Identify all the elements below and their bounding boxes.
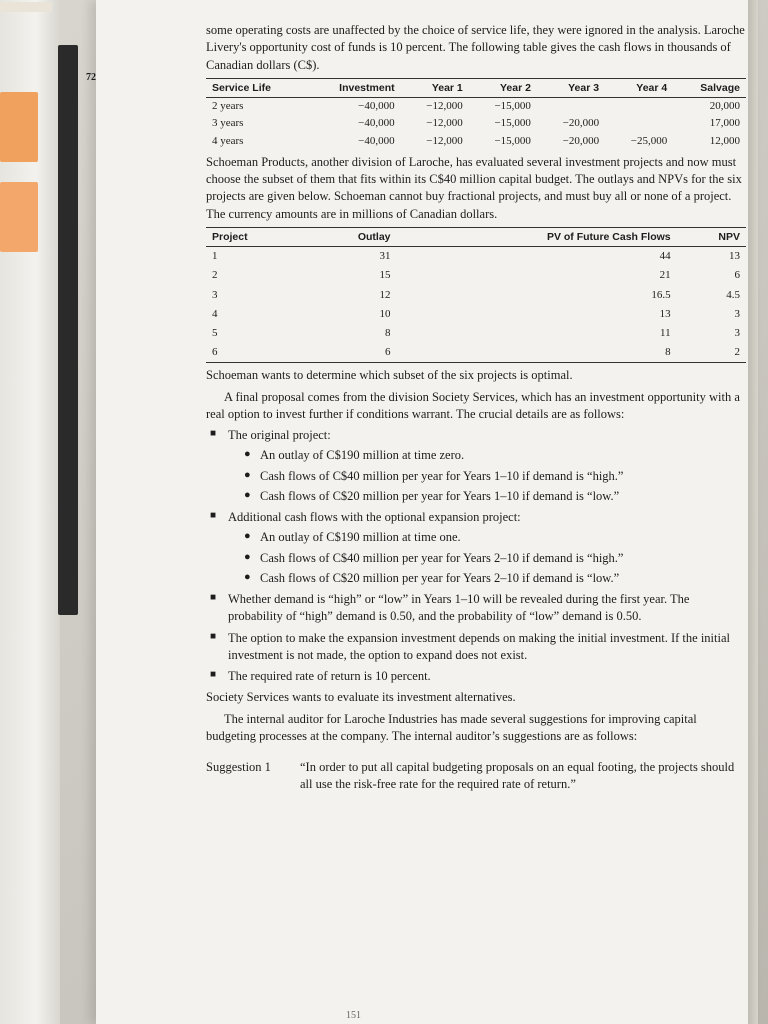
- original-project-sublist: [228, 447, 746, 505]
- header-investment: Investment: [306, 78, 401, 97]
- service-life-table: [206, 78, 746, 150]
- schoeman-intro-paragraph: Schoeman Products, another division of Laroche, has evaluated several investment projects and now must choose the subset of them that fits within its C$40 million capital budget. The outlays and NPVs for the six projects are given below. Schoeman cannot buy fractional projects, and must buy all or none of a project. The currency amounts are in millions of Canadian dollars.: [206, 154, 742, 221]
- table-cell: 44: [659, 250, 671, 263]
- bottom-page-number-fragment: 151: [346, 1010, 361, 1021]
- table-cell: 1: [212, 250, 218, 263]
- table-cell: −12,000: [426, 100, 463, 113]
- internal-auditor-paragraph: The internal auditor for Laroche Industries has made several suggestions for improving capital budgeting processes at the company. The internal auditor’s suggestions are as follows:: [206, 711, 697, 743]
- table-cell: 4.5: [726, 288, 740, 301]
- society-wants-sentence: Society Services wants to evaluate its investment alternatives.: [206, 690, 516, 705]
- list-item: ● Cash flows of C$20 million per year for Years 2–10 if demand is “low.”: [242, 570, 746, 587]
- table-cell: 2: [734, 346, 740, 359]
- list-item: ■ The option to make the expansion investment depends on making the initial investment. If the initial investment is not made, the option to expand does not exist.: [206, 630, 746, 665]
- book-page: [86, 0, 758, 1024]
- table-cell: 15: [379, 269, 391, 282]
- page-edge: [748, 0, 758, 1024]
- header-year-2: Year 2: [469, 78, 537, 97]
- table-cell: −40,000: [358, 134, 395, 147]
- table-cell: 12: [379, 288, 391, 301]
- table-cell: 2: [212, 269, 218, 282]
- table-row: [206, 286, 746, 305]
- table-cell: 31: [379, 250, 391, 263]
- header-outlay: Outlay: [304, 227, 396, 246]
- table-row: [206, 266, 746, 285]
- table-cell: 13: [729, 250, 740, 263]
- table-cell: 11: [660, 326, 671, 339]
- table-cell: [605, 98, 673, 116]
- suggestion-text: “In order to put all capital budgeting proposals on an equal footing, the projects should all use the risk-free rate for the required rate of return.”: [300, 760, 735, 792]
- table-cell: −40,000: [358, 100, 395, 113]
- table-row: [206, 115, 746, 132]
- table-cell: 6: [734, 269, 740, 282]
- sticky-note-tab-upper: [0, 92, 38, 162]
- list-item: [206, 509, 746, 587]
- header-project: Project: [206, 227, 304, 246]
- header-year-3: Year 3: [537, 78, 605, 97]
- table-cell: 21: [659, 269, 671, 282]
- table-row: [206, 343, 746, 363]
- project-table: [206, 227, 746, 364]
- header-npv: NPV: [677, 227, 746, 246]
- table-cell: −15,000: [494, 134, 531, 147]
- project-table-header-row: [206, 227, 746, 246]
- header-year-1: Year 1: [401, 78, 469, 97]
- table-row: [206, 305, 746, 324]
- table-row: [206, 324, 746, 343]
- schoeman-wants-sentence: Schoeman wants to determine which subset of the six projects is optimal.: [206, 368, 573, 383]
- table-cell: 6: [212, 346, 218, 359]
- table-cell: 4 years: [212, 134, 244, 147]
- header-year-4: Year 4: [605, 78, 673, 97]
- page-number: 72: [86, 72, 96, 83]
- table-row: [206, 133, 746, 150]
- table-cell: −40,000: [358, 117, 395, 130]
- table-cell: −12,000: [426, 134, 463, 147]
- table-cell: 8: [385, 326, 391, 339]
- table-cell: −15,000: [494, 100, 531, 113]
- suggestion-label: Suggestion 1: [206, 760, 271, 775]
- additional-cash-flows-label: Additional cash flows with the optional expansion project:: [228, 510, 521, 525]
- header-pv-future-cash-flows: PV of Future Cash Flows: [397, 227, 677, 246]
- list-item: ● An outlay of C$190 million at time one.: [242, 529, 746, 546]
- table-cell: 3 years: [212, 117, 244, 130]
- table-row: [206, 247, 746, 267]
- original-project-label: The original project:: [228, 428, 331, 443]
- table-cell: 3: [734, 307, 740, 320]
- list-item: ● Cash flows of C$40 million per year for Years 2–10 if demand is “high.”: [242, 550, 746, 567]
- header-service-life: Service Life: [206, 78, 306, 97]
- table-cell: [605, 115, 673, 132]
- table-cell: 6: [385, 346, 391, 359]
- table-cell: 3: [734, 326, 740, 339]
- table-cell: 20,000: [709, 100, 740, 113]
- table-cell: 13: [659, 307, 671, 320]
- list-item: [206, 427, 746, 505]
- page-content: [206, 22, 746, 794]
- suggestion-1: [206, 759, 746, 794]
- service-table-header-row: [206, 78, 746, 97]
- binder-spine: [58, 45, 78, 615]
- table-cell: −25,000: [630, 134, 668, 147]
- table-cell: 4: [212, 307, 218, 320]
- table-cell: −20,000: [562, 134, 600, 147]
- table-cell: 8: [665, 346, 671, 359]
- table-cell: 2 years: [212, 100, 244, 113]
- table-cell: 10: [379, 307, 391, 320]
- header-salvage: Salvage: [673, 78, 746, 97]
- list-item: ■ Whether demand is “high” or “low” in Years 1–10 will be revealed during the first year. The probability of “high” demand is 0.50, and the probability of “low” demand is 0.50.: [206, 591, 746, 626]
- table-cell: −12,000: [426, 117, 463, 130]
- sticky-note-tab-lower: [0, 182, 38, 252]
- table-cell: [537, 98, 605, 116]
- additional-cash-flows-sublist: [228, 529, 746, 587]
- details-list: [206, 427, 746, 685]
- table-cell: −15,000: [494, 117, 531, 130]
- list-item: ● Cash flows of C$40 million per year for Years 1–10 if demand is “high.”: [242, 468, 746, 485]
- table-cell: 3: [212, 288, 218, 301]
- binder-top-tab: [0, 2, 52, 12]
- list-item: ● An outlay of C$190 million at time zero.: [242, 447, 746, 464]
- list-item: ■ The required rate of return is 10 percent.: [206, 668, 746, 685]
- intro-paragraph: some operating costs are unaffected by the choice of service life, they were ignored in the analysis. Laroche Livery's opportunity cost of funds is 10 percent. The following table gives the cash flows in thousands of Canadian dollars (C$).: [206, 23, 745, 72]
- table-row: [206, 98, 746, 116]
- list-item: ● Cash flows of C$20 million per year for Years 1–10 if demand is “low.”: [242, 488, 746, 505]
- table-cell: 5: [212, 326, 218, 339]
- table-cell: 17,000: [709, 117, 740, 130]
- table-cell: −20,000: [562, 117, 600, 130]
- final-proposal-paragraph: A final proposal comes from the division Society Services, which has an investment opportunity with a real option to invest further if conditions warrant. The crucial details are as follows:: [206, 389, 740, 421]
- table-cell: 16.5: [651, 288, 671, 301]
- table-cell: 12,000: [709, 134, 740, 147]
